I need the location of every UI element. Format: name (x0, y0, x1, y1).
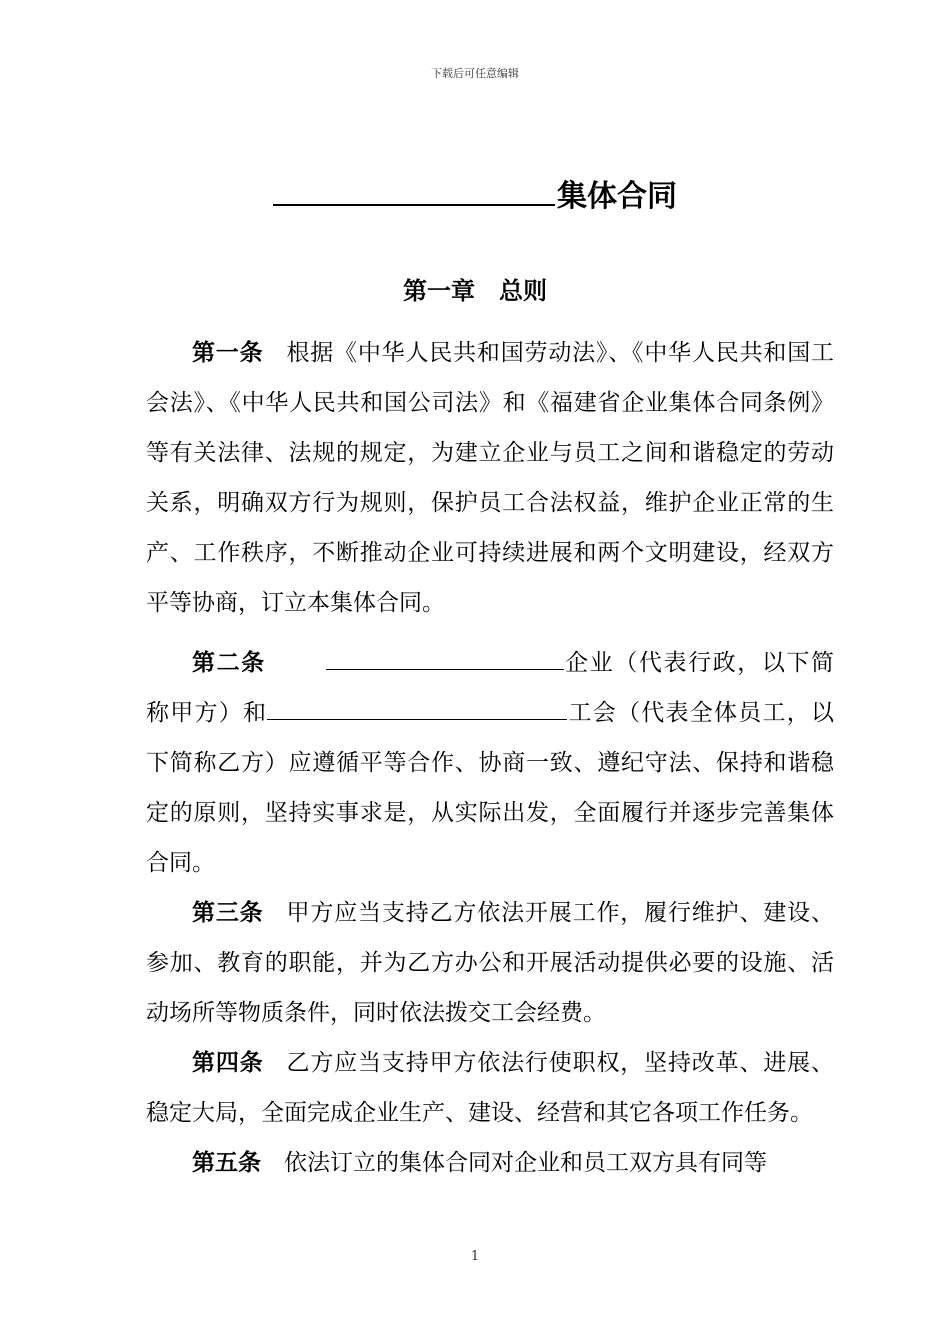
article-4-number: 第四条 (192, 1050, 264, 1076)
article-5-number: 第五条 (192, 1150, 261, 1176)
article-2 (146, 638, 834, 888)
union-name-blank (267, 695, 567, 720)
page-header-note: 下载后可任意编辑 (431, 67, 519, 80)
article-4-text: 乙方应当支持甲方依法行使职权，坚持改革、进展、稳定大局，全面完成企业生产、建设、经营和其它各项工作任务。 (146, 1050, 835, 1126)
article-5 (146, 1138, 834, 1188)
article-1-text: 根据《中华人民共和国劳动法》、《中华人民共和国工会法》、《中华人民共和国公司法》和《福建省企业集体合同条例》等有关法律、法规的规定，为建立企业与员工之间和谐稳定的劳动关系，明确双方行为规则，保护员工合法权益，维护企业正常的生产、工作秩序，不断推动企业可持续进展和两个文明建设，经双方平等协商，订立本集体合同。 (146, 340, 835, 616)
title-blank-line (273, 170, 555, 206)
article-4 (146, 1038, 834, 1138)
article-5-text: 依法订立的集体合同对企业和员工双方具有同等 (284, 1150, 767, 1176)
article-2-text-part2: 工会（代表全体员工，以下简称乙方）应遵循平等合作、协商一致、遵纪守法、保持和谐稳定的原则，坚持实事求是，从实际出发，全面履行并逐步完善集体合同。 (146, 700, 834, 876)
article-3-text: 甲方应当支持乙方依法开展工作，履行维护、建设、参加、教育的职能，并为乙方办公和开展活动提供必要的设施、活动场所等物质条件，同时依法拨交工会经费。 (146, 900, 835, 1026)
article-2-text-part1: 企业（代表行政，以下简称甲方）和 (146, 650, 835, 726)
article-3 (146, 888, 834, 1038)
article-3-number: 第三条 (192, 900, 264, 926)
page-number: 1 (470, 1249, 480, 1264)
document-title (0, 170, 950, 219)
enterprise-name-blank (326, 645, 564, 670)
document-title-text: 集体合同 (557, 179, 677, 214)
article-1-number: 第一条 (192, 340, 264, 366)
article-2-number: 第二条 (192, 650, 266, 676)
chapter-heading: 第一章 总则 (403, 277, 547, 305)
document-body (146, 328, 834, 1188)
article-1 (146, 328, 834, 628)
